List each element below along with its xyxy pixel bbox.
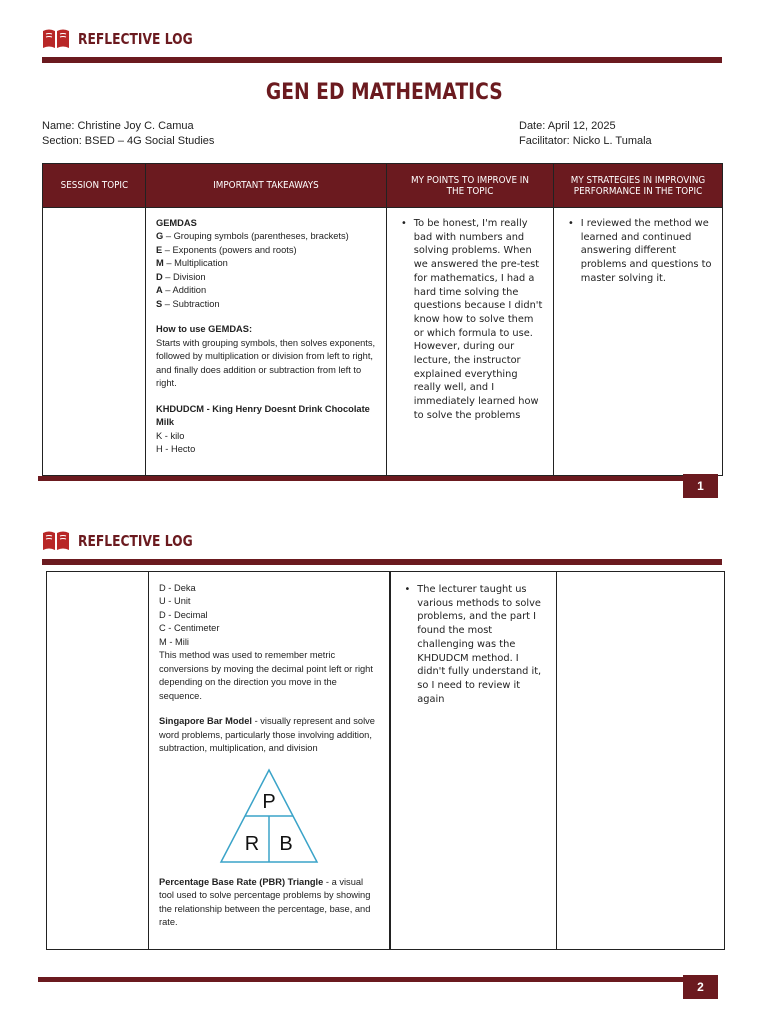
- unit-item: U - Unit: [159, 596, 191, 607]
- session-date: Date: April 12, 2025: [519, 120, 616, 132]
- header-session-topic: SESSION TOPIC: [43, 164, 146, 208]
- unit-item: M - Mili: [159, 636, 189, 647]
- gemdas-item: S – Subtraction: [156, 298, 220, 309]
- header-rule: [42, 559, 722, 565]
- page-number: 2: [683, 975, 718, 999]
- khdudcm-item: H - Hecto: [156, 444, 196, 455]
- page1-header: [42, 28, 218, 50]
- khdudcm-item: K - kilo: [156, 430, 185, 441]
- book-icon: [42, 28, 70, 50]
- session-topic-cell: [43, 208, 146, 476]
- unit-item: D - Decimal: [159, 609, 208, 620]
- triangle-label-p: P: [262, 790, 276, 813]
- page-number: 1: [683, 474, 718, 498]
- strategies-text: I reviewed the method we learned and continued answering different problems and questions to master solving it.: [580, 218, 712, 284]
- khdudcm-heading: KHDUDCM - King Henry Doesnt Drink Chocolate Milk: [156, 403, 370, 428]
- triangle-label-r: R: [244, 832, 260, 855]
- student-section: Section: BSED – 4G Social Studies: [42, 135, 215, 147]
- points-cell: [390, 572, 557, 950]
- footer-rule: [38, 977, 718, 982]
- footer-rule: [38, 476, 718, 481]
- header-rule: [42, 57, 722, 63]
- bullet-icon: •: [401, 218, 407, 229]
- units-text: This method was used to remember metric conversions by moving the decimal point left or right depending on the direction you move in the sequence.: [159, 650, 373, 701]
- unit-item: C - Centimeter: [159, 623, 220, 634]
- header-important-takeaways: IMPORTANT TAKEAWAYS: [146, 164, 387, 208]
- gemdas-item: D – Division: [156, 271, 206, 282]
- gemdas-item: G – Grouping symbols (parentheses, brackets): [156, 231, 349, 242]
- sbm-paragraph: Singapore Bar Model - visually represent and solve word problems, particularly those involving addition, subtraction, multiplication, and division: [159, 716, 375, 754]
- gemdas-item: E – Exponents (powers and roots): [156, 244, 297, 255]
- triangle-label-b: B: [279, 832, 293, 855]
- strategies-cell: [554, 208, 723, 476]
- header-strategies: MY STRATEGIES IN IMPROVING PERFORMANCE IN THE TOPIC: [554, 164, 723, 208]
- gemdas-item: A – Addition: [156, 285, 207, 296]
- doc-title: GEN ED MATHEMATICS: [265, 80, 503, 105]
- session-facilitator: Facilitator: Nicko L. Tumala: [519, 135, 652, 147]
- unit-item: D - Deka: [159, 583, 196, 593]
- student-info: [42, 120, 214, 150]
- points-text: To be honest, I'm really bad with numbers and solving problems. When we answered the pre-test for mathematics, I had a hard time solving the questions because I didn't know how to solve them or which formula to use. However, during our lecture, the instructor explained everything really well, and I immediately learned how to solve the problems: [413, 218, 543, 421]
- gemdas-item: M – Multiplication: [156, 258, 228, 269]
- page2-header: [42, 530, 218, 552]
- points-cell: [387, 208, 554, 476]
- takeaways-cell: [146, 208, 387, 476]
- strategies-cell: [557, 572, 725, 950]
- takeaways-cell: [149, 572, 390, 950]
- header-title: REFLECTIVE LOG: [78, 532, 193, 550]
- pbr-triangle-diagram: [219, 766, 319, 866]
- points-text: The lecturer taught us various methods to solve problems, and the part I found the most challenging was the KHDUDCM method. I didn't fully understand it, so I need to review it again: [417, 584, 542, 705]
- pbr-paragraph: Percentage Base Rate (PBR) Triangle - a visual tool used to solve percentage problems by showing the relationship between the percentage, base, and rate.: [159, 876, 371, 928]
- book-icon: [42, 530, 70, 552]
- header-points-to-improve: MY POINTS TO IMPROVE IN THE TOPIC: [387, 164, 554, 208]
- reflection-table-page2: [46, 571, 725, 950]
- reflection-table-page1: [42, 163, 723, 476]
- gemdas-heading: GEMDAS: [156, 218, 197, 228]
- session-info: [519, 120, 652, 150]
- header-title: REFLECTIVE LOG: [78, 30, 193, 48]
- student-name: Name: Christine Joy C. Camua: [42, 120, 194, 132]
- howto-text: Starts with grouping symbols, then solves exponents, followed by multiplication or division from left to right, and finally does addition or subtraction from left to right.: [156, 337, 376, 389]
- howto-heading: How to use GEMDAS:: [156, 324, 253, 335]
- session-topic-cell: [47, 572, 149, 950]
- bullet-icon: •: [404, 584, 411, 595]
- bullet-icon: •: [568, 218, 574, 229]
